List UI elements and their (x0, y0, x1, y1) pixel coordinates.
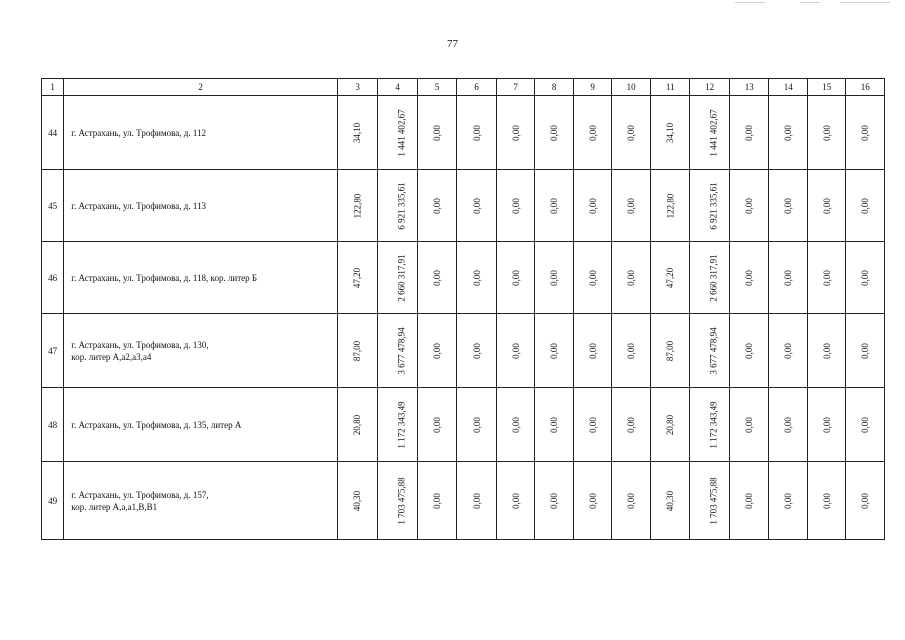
address-line: г. Астрахань, ул. Трофимова, д. 157, (71, 489, 209, 500)
column-number-header: 2 (64, 79, 338, 96)
value-cell-col-13 (729, 314, 769, 388)
column-number-header: 15 (807, 79, 846, 96)
value-cell-col-5 (417, 388, 457, 462)
value-text: 0,00 (860, 197, 871, 214)
value-cell-col-3 (337, 314, 378, 388)
value-cell-col-16 (846, 314, 885, 388)
column-number-header: 9 (573, 79, 612, 96)
value-cell-col-5 (417, 242, 457, 314)
column-number-header: 4 (378, 79, 418, 96)
value-text: 34,10 (665, 122, 676, 143)
value-cell-col-6 (457, 462, 497, 540)
value-cell-col-11 (650, 314, 690, 388)
value-text: 0,00 (549, 416, 560, 433)
value-text: 1 441 402,67 (396, 108, 407, 157)
value-text: 1 441 402,67 (709, 108, 720, 157)
value-cell-col-8 (535, 388, 574, 462)
value-cell-col-12 (690, 462, 730, 540)
column-number-header: 7 (496, 79, 535, 96)
value-text: 0,00 (783, 416, 794, 433)
value-cell-col-6 (457, 170, 497, 242)
column-number-row (42, 79, 885, 96)
value-cell-col-13 (729, 242, 769, 314)
value-text: 0,00 (471, 124, 482, 141)
value-cell-col-3 (337, 462, 378, 540)
value-cell-col-6 (457, 388, 497, 462)
value-text: 0,00 (471, 416, 482, 433)
value-text: 0,00 (510, 342, 521, 359)
table-row (42, 96, 885, 170)
value-cell-col-5 (417, 170, 457, 242)
value-cell-col-10 (612, 242, 651, 314)
value-text: 2 660 317,91 (709, 253, 720, 302)
value-text: 6 921 335,61 (396, 181, 407, 230)
value-text: 0,00 (744, 416, 755, 433)
value-text: 0,00 (549, 269, 560, 286)
value-cell-col-3 (337, 170, 378, 242)
value-text: 0,00 (471, 197, 482, 214)
value-text: 87,00 (352, 340, 363, 361)
value-text: 0,00 (549, 342, 560, 359)
value-cell-col-11 (650, 170, 690, 242)
value-cell-col-15 (807, 242, 846, 314)
value-cell-col-10 (612, 96, 651, 170)
value-text: 0,00 (744, 492, 755, 509)
row-number-cell: 45 (42, 170, 64, 242)
address-cell (64, 170, 338, 242)
value-text: 6 921 335,61 (709, 181, 720, 230)
value-cell-col-16 (846, 96, 885, 170)
value-cell-col-10 (612, 314, 651, 388)
value-text: 0,00 (860, 124, 871, 141)
value-text: 0,00 (587, 342, 598, 359)
value-cell-col-8 (535, 96, 574, 170)
value-cell-col-6 (457, 314, 497, 388)
column-number-header: 6 (457, 79, 497, 96)
value-text: 0,00 (821, 416, 832, 433)
table-row (42, 242, 885, 314)
value-cell-col-13 (729, 170, 769, 242)
value-text: 0,00 (549, 492, 560, 509)
value-text: 3 677 478,94 (709, 326, 720, 375)
address-line: кор. литер А,а2,а3,а4 (71, 351, 152, 362)
value-cell-col-4 (378, 462, 418, 540)
value-cell-col-9 (573, 170, 612, 242)
row-number-cell: 48 (42, 388, 64, 462)
column-number-header: 11 (650, 79, 690, 96)
address-line: г. Астрахань, ул. Трофимова, д. 112 (71, 127, 207, 138)
value-text: 47,20 (665, 267, 676, 288)
value-text: 1 172 343,49 (396, 400, 407, 449)
value-text: 0,00 (783, 269, 794, 286)
value-cell-col-13 (729, 388, 769, 462)
value-text: 0,00 (821, 197, 832, 214)
value-cell-col-7 (496, 462, 535, 540)
value-cell-col-3 (337, 242, 378, 314)
value-text: 0,00 (432, 492, 443, 509)
value-cell-col-10 (612, 388, 651, 462)
value-cell-col-15 (807, 462, 846, 540)
value-text: 0,00 (626, 416, 637, 433)
table-row (42, 314, 885, 388)
value-text: 0,00 (821, 269, 832, 286)
value-text: 0,00 (432, 342, 443, 359)
value-cell-col-6 (457, 242, 497, 314)
value-cell-col-12 (690, 96, 730, 170)
value-cell-col-8 (535, 314, 574, 388)
value-text: 0,00 (587, 269, 598, 286)
value-cell-col-12 (690, 242, 730, 314)
value-text: 20,80 (352, 414, 363, 435)
value-cell-col-7 (496, 388, 535, 462)
value-text: 0,00 (549, 197, 560, 214)
value-text: 0,00 (510, 269, 521, 286)
value-cell-col-7 (496, 96, 535, 170)
value-text: 122,80 (665, 193, 676, 218)
scan-artifact (735, 2, 765, 3)
column-number-header: 12 (690, 79, 730, 96)
value-cell-col-12 (690, 388, 730, 462)
column-number-header: 1 (42, 79, 64, 96)
value-cell-col-14 (769, 388, 808, 462)
value-cell-col-12 (690, 314, 730, 388)
value-cell-col-4 (378, 314, 418, 388)
address-cell (64, 462, 338, 540)
value-cell-col-8 (535, 242, 574, 314)
value-cell-col-4 (378, 96, 418, 170)
value-cell-col-7 (496, 314, 535, 388)
value-text: 0,00 (783, 342, 794, 359)
table-row (42, 170, 885, 242)
value-cell-col-11 (650, 388, 690, 462)
address-line: г. Астрахань, ул. Трофимова, д. 118, кор. литер Б (71, 272, 258, 283)
value-text: 122,80 (352, 193, 363, 218)
value-text: 40,30 (665, 490, 676, 511)
value-cell-col-4 (378, 170, 418, 242)
value-text: 1 703 475,88 (396, 476, 407, 525)
value-text: 0,00 (471, 342, 482, 359)
scan-artifact (840, 2, 890, 3)
value-cell-col-15 (807, 388, 846, 462)
row-number-cell: 44 (42, 96, 64, 170)
value-text: 0,00 (432, 416, 443, 433)
value-cell-col-11 (650, 242, 690, 314)
value-text: 47,20 (352, 267, 363, 288)
address-cell (64, 242, 338, 314)
value-cell-col-4 (378, 388, 418, 462)
value-cell-col-8 (535, 170, 574, 242)
value-cell-col-5 (417, 314, 457, 388)
value-text: 0,00 (626, 492, 637, 509)
value-text: 0,00 (860, 492, 871, 509)
value-cell-col-14 (769, 96, 808, 170)
column-number-header: 3 (337, 79, 378, 96)
value-cell-col-3 (337, 388, 378, 462)
value-text: 0,00 (821, 342, 832, 359)
value-text: 0,00 (783, 124, 794, 141)
value-text: 0,00 (432, 197, 443, 214)
value-text: 0,00 (744, 269, 755, 286)
value-text: 2 660 317,91 (396, 253, 407, 302)
value-text: 0,00 (783, 197, 794, 214)
value-text: 3 677 478,94 (396, 326, 407, 375)
value-text: 40,30 (352, 490, 363, 511)
value-text: 0,00 (510, 416, 521, 433)
value-cell-col-12 (690, 170, 730, 242)
value-cell-col-15 (807, 170, 846, 242)
address-line: г. Астрахань, ул. Трофимова, д. 135, литер А (71, 419, 242, 430)
page-number: 77 (447, 38, 458, 50)
value-cell-col-5 (417, 96, 457, 170)
value-text: 0,00 (587, 197, 598, 214)
row-number-cell: 49 (42, 462, 64, 540)
value-cell-col-15 (807, 96, 846, 170)
value-cell-col-14 (769, 314, 808, 388)
value-cell-col-16 (846, 388, 885, 462)
value-cell-col-10 (612, 462, 651, 540)
value-cell-col-14 (769, 462, 808, 540)
value-text: 0,00 (626, 124, 637, 141)
value-text: 87,00 (665, 340, 676, 361)
value-text: 20,80 (665, 414, 676, 435)
value-cell-col-14 (769, 170, 808, 242)
address-line: г. Астрахань, ул. Трофимова, д. 113 (71, 200, 207, 211)
value-text: 0,00 (860, 416, 871, 433)
value-cell-col-13 (729, 462, 769, 540)
value-cell-col-13 (729, 96, 769, 170)
value-cell-col-5 (417, 462, 457, 540)
value-text: 0,00 (821, 492, 832, 509)
value-cell-col-9 (573, 314, 612, 388)
column-number-header: 16 (846, 79, 885, 96)
value-cell-col-9 (573, 96, 612, 170)
address-cell (64, 388, 338, 462)
value-cell-col-14 (769, 242, 808, 314)
value-text: 0,00 (626, 342, 637, 359)
value-text: 0,00 (549, 124, 560, 141)
value-text: 0,00 (860, 269, 871, 286)
value-cell-col-4 (378, 242, 418, 314)
registry-table (41, 78, 885, 540)
value-cell-col-11 (650, 96, 690, 170)
value-text: 0,00 (510, 124, 521, 141)
value-text: 0,00 (587, 416, 598, 433)
value-cell-col-8 (535, 462, 574, 540)
value-text: 0,00 (471, 269, 482, 286)
value-text: 0,00 (471, 492, 482, 509)
value-text: 34,10 (352, 122, 363, 143)
value-cell-col-7 (496, 242, 535, 314)
value-cell-col-15 (807, 314, 846, 388)
value-text: 1 172 343,49 (709, 400, 720, 449)
value-text: 1 703 475,88 (709, 476, 720, 525)
address-line: кор. литер А,а,а1,В,В1 (71, 501, 158, 512)
value-cell-col-6 (457, 96, 497, 170)
value-text: 0,00 (510, 197, 521, 214)
address-cell (64, 96, 338, 170)
value-text: 0,00 (510, 492, 521, 509)
value-text: 0,00 (744, 197, 755, 214)
value-cell-col-9 (573, 388, 612, 462)
value-cell-col-9 (573, 242, 612, 314)
value-cell-col-7 (496, 170, 535, 242)
value-cell-col-16 (846, 170, 885, 242)
value-cell-col-10 (612, 170, 651, 242)
row-number-cell: 46 (42, 242, 64, 314)
column-number-header: 10 (612, 79, 651, 96)
value-text: 0,00 (432, 269, 443, 286)
value-cell-col-16 (846, 462, 885, 540)
column-number-header: 13 (729, 79, 769, 96)
value-cell-col-9 (573, 462, 612, 540)
value-cell-col-3 (337, 96, 378, 170)
value-text: 0,00 (744, 342, 755, 359)
value-text: 0,00 (783, 492, 794, 509)
table-row (42, 388, 885, 462)
column-number-header: 8 (535, 79, 574, 96)
address-cell (64, 314, 338, 388)
value-text: 0,00 (432, 124, 443, 141)
value-cell-col-16 (846, 242, 885, 314)
column-number-header: 5 (417, 79, 457, 96)
value-cell-col-11 (650, 462, 690, 540)
column-number-header: 14 (769, 79, 808, 96)
value-text: 0,00 (860, 342, 871, 359)
value-text: 0,00 (744, 124, 755, 141)
value-text: 0,00 (587, 124, 598, 141)
address-line: г. Астрахань, ул. Трофимова, д. 130, (71, 339, 209, 350)
value-text: 0,00 (626, 197, 637, 214)
row-number-cell: 47 (42, 314, 64, 388)
value-text: 0,00 (626, 269, 637, 286)
table-row (42, 462, 885, 540)
scan-artifact (800, 2, 820, 3)
value-text: 0,00 (821, 124, 832, 141)
value-text: 0,00 (587, 492, 598, 509)
